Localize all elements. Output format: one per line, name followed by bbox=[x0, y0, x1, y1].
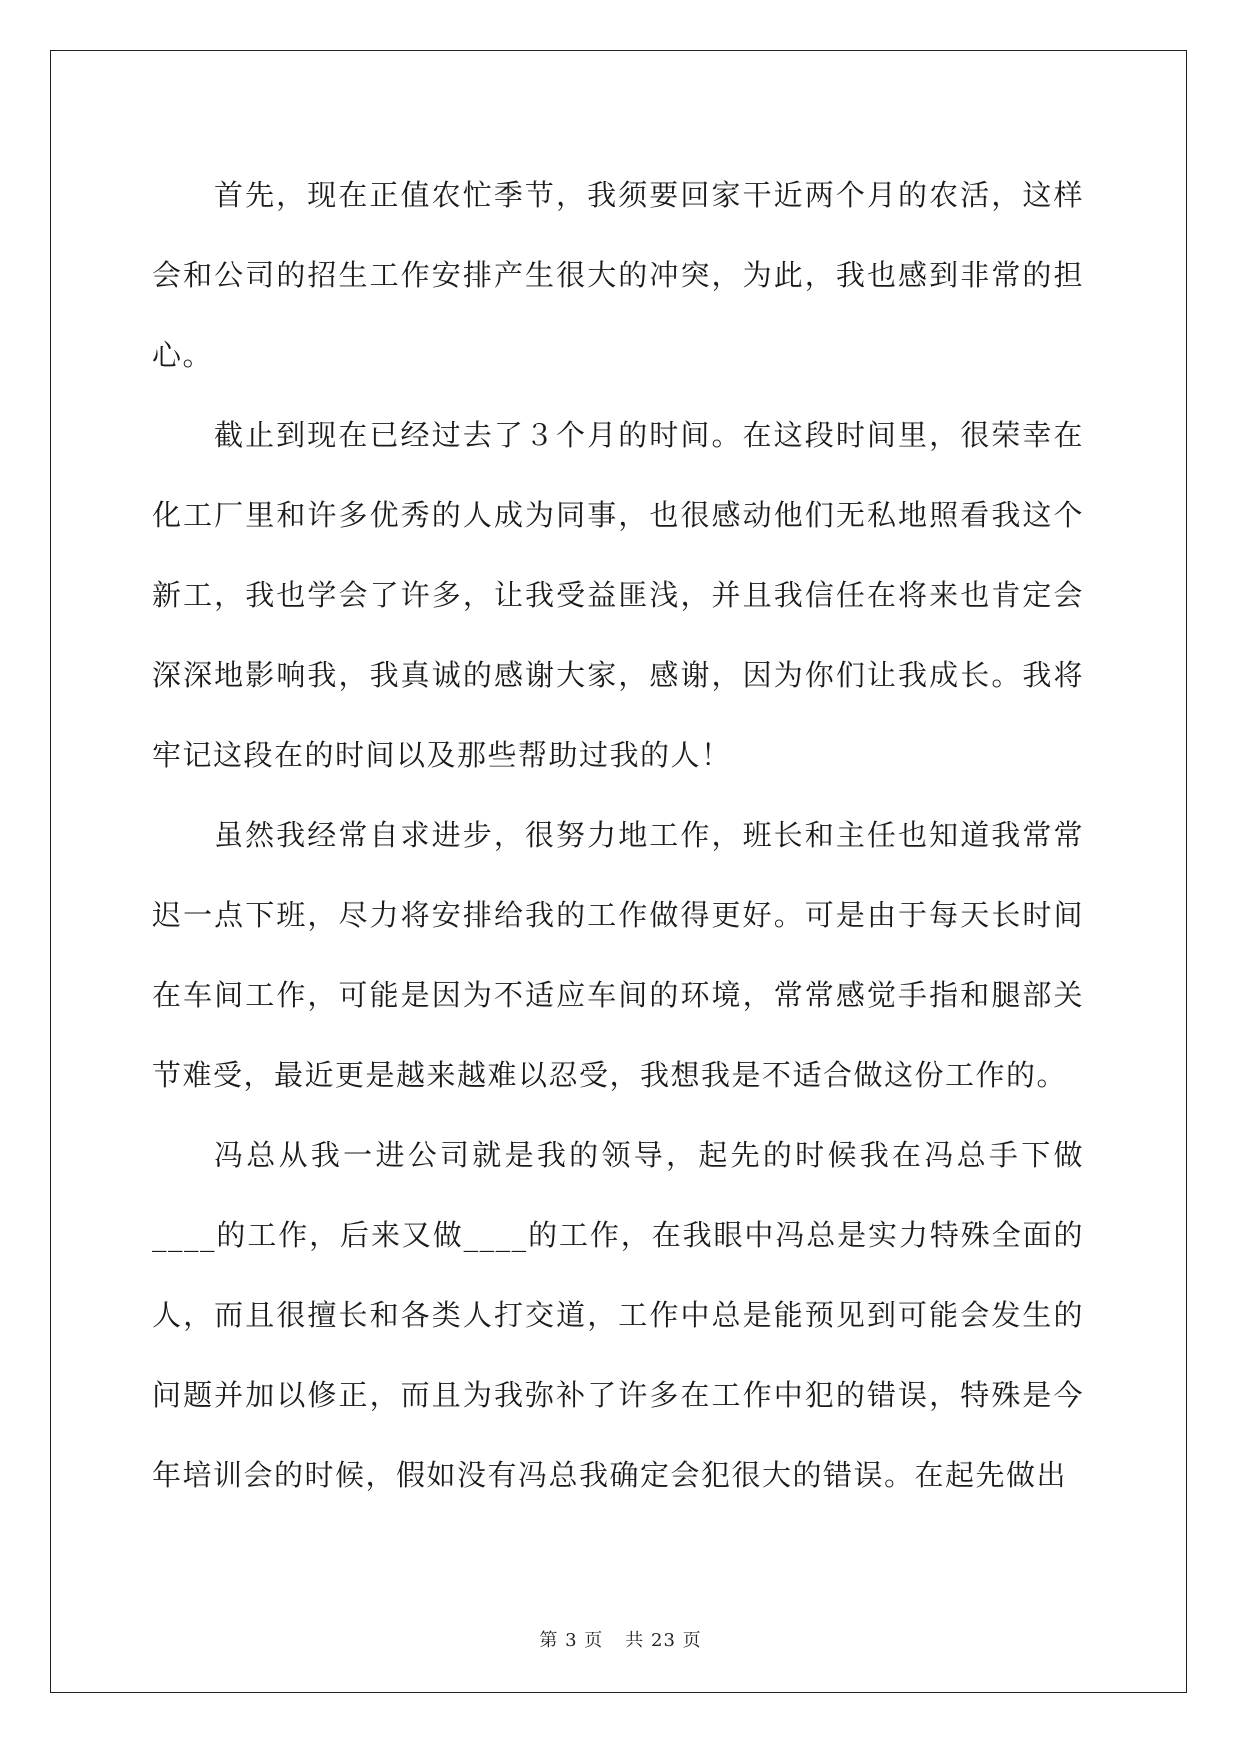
page-number: 第 3 页 bbox=[539, 1630, 604, 1651]
paragraph-1: 首先，现在正值农忙季节，我须要回家干近两个月的农活，这样会和公司的招生工作安排产生很大的冲突，为此，我也感到非常的担心。 bbox=[152, 178, 1084, 372]
paragraph-3: 虽然我经常自求进步，很努力地工作，班长和主任也知道我常常迟一点下班，尽力将安排给我的工作做得更好。可是由于每天长时间在车间工作，可能是因为不适应车间的环境，常常感觉手指和腿部关节难受，最近更是越来越难以忍受，我想我是不适合做这份工作的。 bbox=[152, 818, 1084, 1092]
document-body bbox=[152, 155, 1084, 1515]
paragraph-4: 冯总从我一进公司就是我的领导，起先的时候我在冯总手下做____的工作，后来又做____的工作，在我眼中冯总是实力特殊全面的人，而且很擅长和各类人打交道，工作中总是能预见到可能会发生的问题并加以修正，而且为我弥补了许多在工作中犯的错误，特殊是今年培训会的时候，假如没有冯总我确定会犯很大的错误。在起先做出 bbox=[152, 1138, 1084, 1492]
page-footer bbox=[0, 1626, 1241, 1652]
total-pages: 共 23 页 bbox=[625, 1630, 702, 1651]
paragraph-2: 截止到现在已经过去了３个月的时间。在这段时间里，很荣幸在化工厂里和许多优秀的人成为同事，也很感动他们无私地照看我这个新工，我也学会了许多，让我受益匪浅，并且我信任在将来也肯定会深深地影响我，我真诚的感谢大家，感谢，因为你们让我成长。我将牢记这段在的时间以及那些帮助过我的人！ bbox=[152, 418, 1084, 772]
